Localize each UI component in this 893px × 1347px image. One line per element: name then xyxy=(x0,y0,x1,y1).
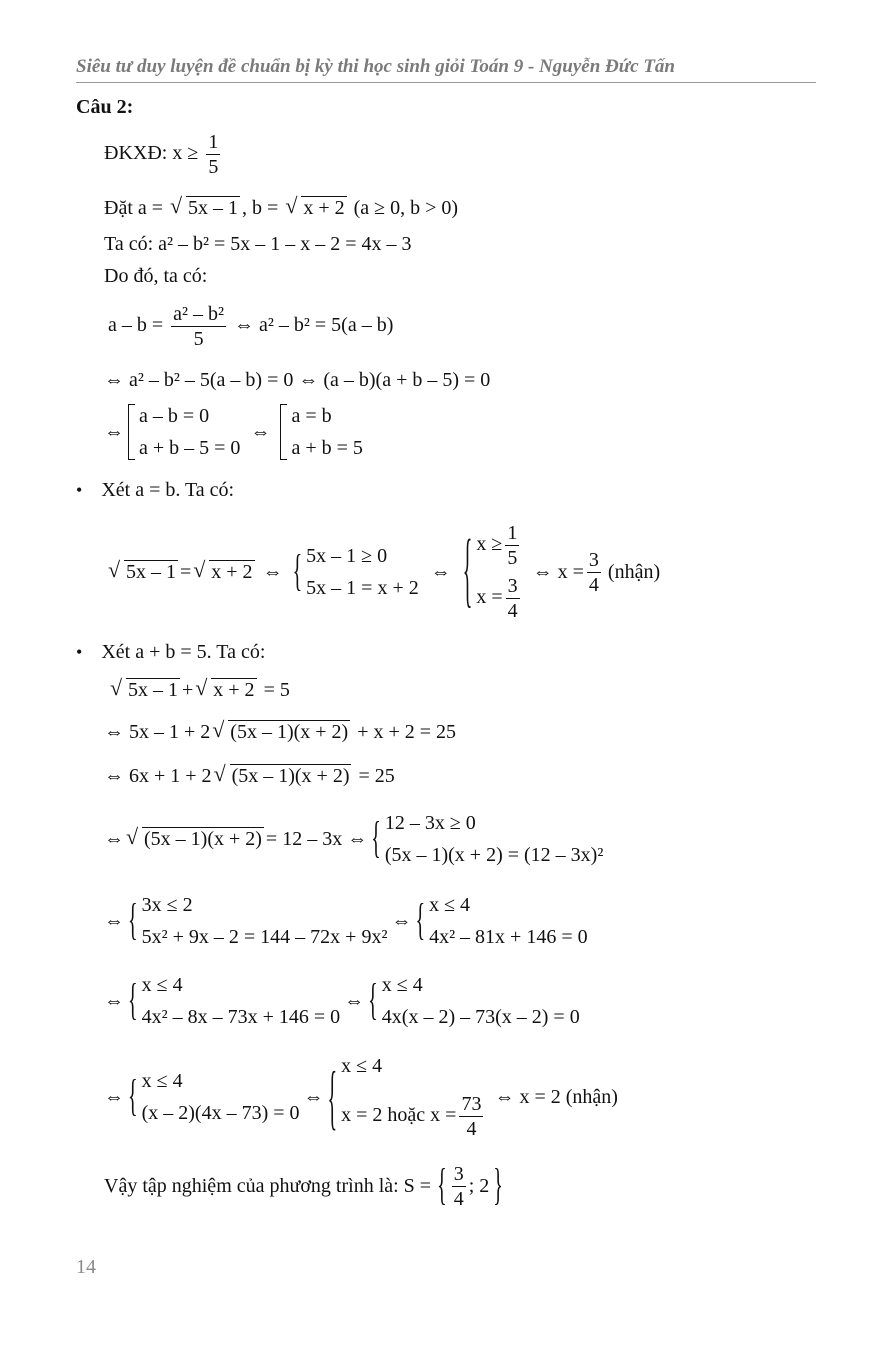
case2-l7-num: 73 xyxy=(461,1092,482,1115)
case2-l7-row1: x ≤ 4 xyxy=(141,1070,183,1092)
case2-l5-b: ⇔ xyxy=(391,910,412,932)
case1-iff-2: ⇔ xyxy=(430,561,451,583)
case2-l6-t2: 4x(x – 2) – 73(x – 2) = 0 xyxy=(381,1006,580,1028)
case1-sys1-row1: 5x – 1 ≥ 0 xyxy=(306,545,388,567)
case2-l1-rhs: = 5 xyxy=(258,679,290,701)
case2-l3-rad: (5x – 1)(x + 2) xyxy=(231,765,350,787)
case1-rad-1: 5x – 1 xyxy=(126,561,176,583)
case2-line-4 xyxy=(104,806,607,872)
case2-l7-b: ⇔ xyxy=(303,1086,324,1108)
page-header: Siêu tư duy luyện đề chuẩn bị kỳ thi học sinh giỏi Toán 9 - Nguyễn Đức Tấn xyxy=(76,56,675,77)
case2-l2-rad: (5x – 1)(x + 2) xyxy=(230,721,349,743)
case1-iff-1: ⇔ xyxy=(262,561,283,583)
brace-l7b: { xyxy=(327,1057,338,1137)
eq1-fraction xyxy=(171,302,226,351)
case2-l7-conclusion: ⇔ x = 2 (nhận) xyxy=(494,1086,618,1108)
eq1-rhs: ⇔ a² – b² = 5(a – b) xyxy=(234,314,394,337)
conclusion-den: 4 xyxy=(453,1187,464,1210)
dat-prefix: Đặt a = xyxy=(104,197,164,219)
brace-l7a: { xyxy=(128,1072,138,1122)
brace-1: { xyxy=(292,547,303,597)
case2-l7-t1: x ≤ 4 xyxy=(341,1054,383,1077)
case2-line-1 xyxy=(108,678,290,702)
case2-l6-system-1 xyxy=(128,973,340,1029)
dkxd-num: 1 xyxy=(208,131,219,153)
case2-l4-system xyxy=(371,811,603,867)
header-rule xyxy=(76,82,816,83)
case2-l4-b: = 12 – 3x ⇔ xyxy=(265,828,368,850)
case2-l6-t1: x ≤ 4 xyxy=(381,974,423,996)
case1-eq: = xyxy=(180,561,192,583)
do-do-line: Do đó, ta có: xyxy=(104,265,208,287)
case1-rad-2: x + 2 xyxy=(211,561,253,583)
question-title: Câu 2: xyxy=(76,96,134,118)
conclusion-text: Vậy tập nghiệm của phương trình là: S = xyxy=(104,1175,432,1197)
eq3-sol-2: a + b = 5 xyxy=(291,437,363,459)
bracket-left-1 xyxy=(128,404,135,460)
case1-t2-num: 3 xyxy=(507,575,518,597)
case1-sqrt-2 xyxy=(193,560,254,584)
case2-line-6 xyxy=(104,968,584,1034)
case2-l4-row1: 12 – 3x ≥ 0 xyxy=(384,812,476,834)
conclusion-rest: ; 2 xyxy=(468,1175,490,1197)
case1-sys2-row2 xyxy=(476,574,522,623)
set-brace-open: { xyxy=(437,1161,447,1211)
case1-t2-den: 4 xyxy=(507,600,518,622)
case2-line-7 xyxy=(104,1052,618,1142)
case1-t1-num: 1 xyxy=(507,522,518,544)
case2-l5-t1: x ≤ 4 xyxy=(429,894,471,916)
brace-l5b: { xyxy=(415,896,426,946)
case1-t1-den: 5 xyxy=(507,547,518,569)
dkxd-den: 5 xyxy=(208,156,219,178)
case2-text: Xét a + b = 5. Ta có: xyxy=(101,641,266,663)
case1-heading xyxy=(76,478,234,502)
case2-l6-system-2 xyxy=(368,973,580,1029)
conclusion-fraction xyxy=(452,1162,466,1211)
case2-l5-a: ⇔ xyxy=(104,910,124,932)
case1-sys2-row1 xyxy=(476,521,522,570)
eq3-system-1 xyxy=(128,404,240,460)
case2-l7-t2-wrap xyxy=(341,1092,486,1141)
bracket-left-2 xyxy=(280,404,287,460)
case2-l6-a: ⇔ xyxy=(104,990,124,1012)
set-brace-close: } xyxy=(493,1161,503,1211)
case1-iff-3: ⇔ x = xyxy=(532,561,584,583)
dat-mid: , b = xyxy=(242,197,279,219)
case2-l5-system-1 xyxy=(128,893,387,949)
page-number: 14 xyxy=(76,1256,96,1278)
eq3-row-1: a – b = 0 xyxy=(139,405,210,427)
case2-l7-a: ⇔ xyxy=(104,1086,124,1108)
case1-t2: x = xyxy=(476,586,503,609)
eq3-sol-1: a = b xyxy=(291,405,332,427)
case1-result-num: 3 xyxy=(588,548,599,571)
equation-2: ⇔ a² – b² – 5(a – b) = 0 ⇔ (a – b)(a + b – 5) = 0 xyxy=(104,369,491,391)
case2-line-3 xyxy=(104,764,395,788)
case2-bullet: • xyxy=(76,642,83,662)
case2-l4-rad: (5x – 1)(x + 2) xyxy=(144,828,262,850)
dkxd-line xyxy=(104,130,223,179)
eq3-mid: ⇔ xyxy=(250,421,271,443)
case2-l3-sqrt xyxy=(214,764,352,788)
conclusion-line xyxy=(104,1158,503,1214)
case1-bullet: • xyxy=(76,480,83,500)
case2-l2-a: ⇔ 5x – 1 + 2 xyxy=(104,721,211,743)
case1-system-2 xyxy=(463,521,523,623)
case1-result-den: 4 xyxy=(588,573,599,596)
equation-3 xyxy=(104,404,367,460)
case2-line-5 xyxy=(104,888,592,954)
case2-l1-sqrt-1 xyxy=(110,678,180,702)
dkxd-fraction xyxy=(206,130,220,179)
radicand-b: x + 2 xyxy=(303,197,345,219)
case1-sys1-row2: 5x – 1 = x + 2 xyxy=(306,577,419,599)
case2-l5-system-2 xyxy=(415,893,587,949)
case2-l1-sqrt-2 xyxy=(195,678,256,702)
case2-l4-sqrt xyxy=(126,827,264,851)
case2-l7-t2: x = 2 hoặc x = xyxy=(341,1103,457,1126)
substitution-line xyxy=(104,196,458,220)
brace-l6a: { xyxy=(128,976,138,1026)
case2-l5-row2: 5x² + 9x – 2 = 144 – 72x + 9x² xyxy=(141,926,388,948)
case2-l2-b: + x + 2 = 25 xyxy=(352,721,457,743)
case1-t1: x ≥ xyxy=(476,533,503,556)
dat-condition: (a ≥ 0, b > 0) xyxy=(348,197,459,219)
eq1-num: a² – b² xyxy=(173,303,225,325)
eq3-row-2: a + b – 5 = 0 xyxy=(139,437,241,459)
case1-note: (nhận) xyxy=(607,561,661,583)
case2-l5-row1: 3x ≤ 2 xyxy=(141,894,193,916)
case2-l7-system-2 xyxy=(328,1054,487,1141)
brace-l5a: { xyxy=(128,896,138,946)
eq1-lhs: a – b = xyxy=(108,314,164,337)
case2-l1-plus: + xyxy=(182,679,194,701)
ta-co-line: Ta có: a² – b² = 5x – 1 – x – 2 = 4x – 3 xyxy=(104,233,412,255)
case2-l7-system-1 xyxy=(128,1069,300,1125)
case2-l1-rad-1: 5x – 1 xyxy=(128,679,178,701)
dkxd-label: ĐKXĐ: x ≥ xyxy=(104,142,199,165)
case2-l7-den: 4 xyxy=(459,1116,483,1141)
case2-l6-b: ⇔ xyxy=(344,990,365,1012)
case2-l7-row2: (x – 2)(4x – 73) = 0 xyxy=(141,1102,300,1124)
eq3-pre: ⇔ xyxy=(104,421,124,443)
case2-l4-row2: (5x – 1)(x + 2) = (12 – 3x)² xyxy=(384,844,604,866)
case2-l6-row1: x ≤ 4 xyxy=(141,974,183,996)
eq1-den: 5 xyxy=(171,326,226,351)
conclusion-num: 3 xyxy=(453,1162,464,1185)
brace-2: { xyxy=(462,525,473,619)
radicand-a: 5x – 1 xyxy=(188,197,239,219)
case2-l3-b: = 25 xyxy=(353,765,395,787)
sqrt-b xyxy=(285,196,346,220)
case2-l6-row2: 4x² – 8x – 73x + 146 = 0 xyxy=(141,1006,341,1028)
case1-result-fraction xyxy=(587,548,601,597)
case2-heading xyxy=(76,640,265,664)
case2-l1-rad-2: x + 2 xyxy=(213,679,255,701)
case1-equation xyxy=(106,518,660,626)
brace-l4: { xyxy=(371,814,381,864)
case2-l5-t2: 4x² – 81x + 146 = 0 xyxy=(429,926,588,948)
case1-system-1 xyxy=(293,544,419,600)
equation-1 xyxy=(108,302,393,351)
brace-l6b: { xyxy=(368,976,378,1026)
case2-l2-sqrt xyxy=(212,720,350,744)
case2-l3-a: ⇔ 6x + 1 + 2 xyxy=(104,765,212,787)
sqrt-a xyxy=(170,196,240,220)
case2-l4-a: ⇔ xyxy=(104,828,124,850)
case1-sqrt-1 xyxy=(108,560,178,584)
eq3-system-2 xyxy=(280,404,362,460)
case1-text: Xét a = b. Ta có: xyxy=(101,479,235,501)
case2-line-2 xyxy=(104,720,456,744)
